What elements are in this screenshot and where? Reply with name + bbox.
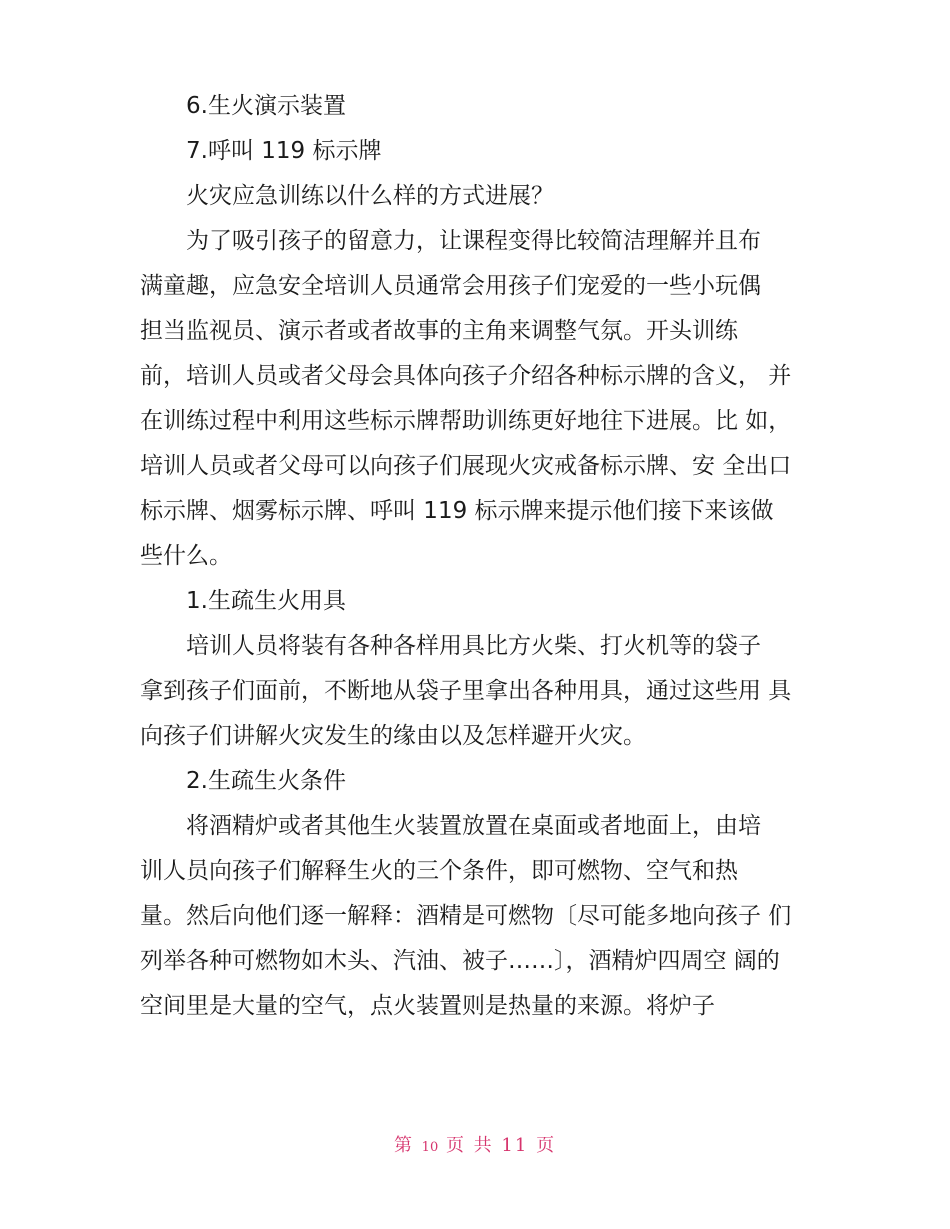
text-line: 1.生疏生火用具	[186, 588, 346, 614]
text-line: 拿到孩子们面前，不断地从袋子里拿出各种用具，通过这些用 具	[140, 678, 792, 704]
paragraph-step2	[140, 759, 810, 804]
paragraph-step1	[140, 579, 810, 624]
text-line: 2.生疏生火条件	[186, 768, 346, 794]
page-footer	[0, 1131, 950, 1157]
document-body	[140, 84, 810, 1029]
text-line: 培训人员或者父母可以向孩子们展现火灾戒备标示牌、安 全出口	[140, 453, 792, 479]
paragraph-step1-body	[140, 624, 810, 759]
current-page-number: 10	[421, 1140, 439, 1155]
paragraph-item7	[140, 129, 810, 174]
text-line: 空间里是大量的空气，点火装置则是热量的来源。将炉子	[140, 993, 715, 1019]
text-line: 向孩子们讲解火灾发生的缘由以及怎样避开火灾。	[140, 723, 646, 749]
text-line: 训人员向孩子们解释生火的三个条件，即可燃物、空气和热	[140, 858, 738, 884]
text-line: 满童趣，应急安全培训人员通常会用孩子们宠爱的一些小玩偶	[140, 273, 761, 299]
footer-prefix: 第	[393, 1135, 414, 1156]
text-line: 火灾应急训练以什么样的方式进展？	[186, 183, 554, 209]
text-line: 前，培训人员或者父母会具体向孩子介绍各种标示牌的含义， 并	[140, 363, 792, 389]
text-line: 培训人员将装有各种各样用具比方火柴、打火机等的袋子	[186, 633, 761, 659]
paragraph-question	[140, 174, 810, 219]
text-line: 列举各种可燃物如木头、汽油、被子……〕，酒精炉四周空 阔的	[140, 948, 780, 974]
text-line: 担当监视员、演示者或者故事的主角来调整气氛。开头训练	[140, 318, 738, 344]
text-line: 7.呼叫 119 标示牌	[186, 138, 382, 164]
footer-middle: 页 共	[445, 1135, 494, 1156]
total-page-number: 11	[501, 1135, 529, 1156]
paragraph-step2-body	[140, 804, 810, 1029]
text-line: 些什么。	[140, 543, 232, 569]
text-line: 在训练过程中利用这些标示牌帮助训练更好地往下进展。比 如，	[140, 408, 792, 434]
text-line: 标示牌、烟雾标示牌、呼叫 119 标示牌来提示他们接下来该做	[140, 498, 774, 524]
text-line: 将酒精炉或者其他生火装置放置在桌面或者地面上，由培	[186, 813, 761, 839]
text-line: 量。然后向他们逐一解释：酒精是可燃物〔尽可能多地向孩子 们	[140, 903, 792, 929]
paragraph-intro	[140, 219, 810, 579]
text-line: 为了吸引孩子的留意力，让课程变得比较简洁理解并且布	[186, 228, 761, 254]
paragraph-item6	[140, 84, 810, 129]
text-line: 6.生火演示装置	[186, 93, 346, 119]
footer-suffix: 页	[536, 1135, 557, 1156]
